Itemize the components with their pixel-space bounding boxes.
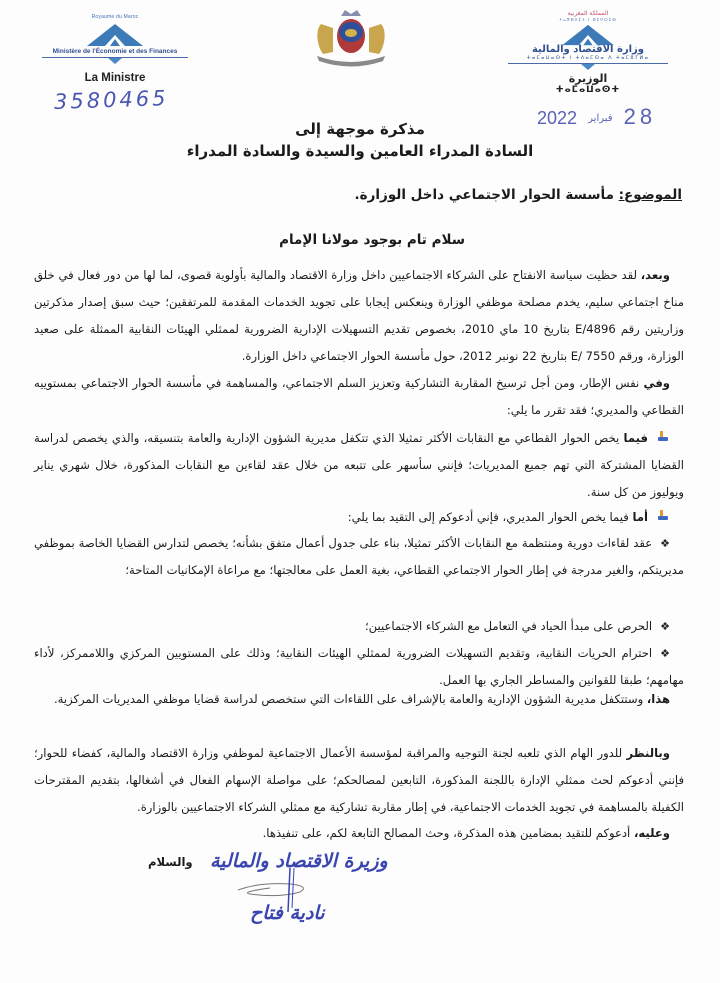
sub-bullet-neutrality xyxy=(34,613,684,640)
date-year: 2022 xyxy=(537,108,578,128)
sub-bullet-regular-meetings xyxy=(34,530,684,584)
signature-minister-name: نادية فتاح xyxy=(250,902,325,924)
memo-addressees: السادة المدراء العامين والسيدة والسادة المدراء xyxy=(186,142,534,160)
paragraph-steering-committee xyxy=(34,740,684,821)
bullet-directorate-dialogue xyxy=(34,504,684,531)
paragraph-conclusion xyxy=(34,820,684,847)
paragraph-text: نفس الإطار، ومن أجل ترسيخ المقاربة التشاركية وتعزيز السلم الاجتماعي، والمساهمة في مأسسة الحوار الاجتماعي بمستوييه القطاعي والمديري؛ فقد تقرر ما يلي: xyxy=(34,376,684,417)
memo-title: مذكرة موجهة إلى xyxy=(295,120,425,138)
date-month: فبراير xyxy=(588,113,613,124)
memo-greeting: سلام تام بوجود مولانا الإمام xyxy=(279,232,465,248)
ministry-logo-icon xyxy=(558,24,618,46)
signature-stamp-ministry: وزيرة الاقتصاد والمالية xyxy=(210,850,388,872)
bullet-sectoral-dialogue xyxy=(34,425,684,506)
sub-bullet-text: الحرص على مبدأ الحياد في التعامل مع الشركاء الاجتماعيين؛ xyxy=(365,619,653,633)
ministry-name-ar: وزارة الاقتصاد والمالية xyxy=(531,44,645,55)
signature-stamp xyxy=(210,850,390,940)
paragraph-text: وستتكفل مديرية الشؤون الإدارية والعامة بالإشراف على اللقاءات التي ستخصص لدراسة قضايا موظفي المديريات المركزية. xyxy=(53,692,647,706)
closing-salutation: والسلام xyxy=(148,855,193,869)
diamond-bullet-icon: ❖ xyxy=(660,537,670,550)
bullet-text: فيما يخص الحوار المديري، فإني أدعوكم إلى التقيد بما يلي: xyxy=(347,510,633,524)
sub-bullet-text: احترام الحريات النقابية، وتقديم التسهيلات الضرورية لممثلي الهيئات النقابية؛ وذلك على المستويين المركزي واللاممركز، لأداء مهامهم؛ طبقا للقوانين والمساطر الجاري بها العمل. xyxy=(34,646,684,687)
kingdom-label-tifinagh: ⵜⴰⴳⵍⴷⵉⵜ ⵏ ⵍⵎⵖⵔⵉⴱ xyxy=(559,17,617,22)
letterhead-triangle-icon xyxy=(581,64,595,70)
subject-label: الموضوع: xyxy=(618,187,682,203)
paragraph-lead: وبعد، xyxy=(640,268,670,282)
paragraph-supervision xyxy=(34,686,684,713)
paragraph-text: لقد حظيت سياسة الانفتاح على الشركاء الاجتماعيين داخل وزارة الاقتصاد والمالية بأولوية قصوى، لما لها من دور فعال في خلق مناخ اجتماعي سليم، يخدم مصلحة موظفي الوزارة وينعكس إيجابا على تجويد الخدمات المقدمة للمرتفقين؛ حيث سبق إصدار مذكرتين وزاريتين رقم 4896/E بتاريخ 10 ماي 2010، بخصوص تقديم التسهيلات الإدارية الضرورية لممثلي الهيئات النقابية الممثلة على صعيد الوزارة، ورقم E/ 7550 بتاريخ 22 نونبر 2012، حول مأسسة الحوار الاجتماعي داخل الوزارة. xyxy=(34,268,684,363)
diamond-bullet-icon: ❖ xyxy=(660,620,670,633)
letterhead-french xyxy=(40,14,190,84)
memo-heading xyxy=(0,118,720,162)
paragraph-lead: وبالنظر xyxy=(626,746,670,760)
subject-text: مأسسة الحوار الاجتماعي داخل الوزارة. xyxy=(354,187,619,203)
paragraph-text: أدعوكم للتقيد بمضامين هذه المذكرة، وحث المصالح التابعة لكم، على تنفيذها. xyxy=(262,826,634,840)
minister-title-tifinagh: ⵜⴰⵎⴰⵡⴰⵙⵜ xyxy=(555,85,621,95)
handwritten-reference-number: 3580465 xyxy=(53,86,169,114)
bullet-lead: فيما xyxy=(623,431,648,445)
bullet-lead: أما xyxy=(632,510,648,524)
paragraph-framework xyxy=(34,370,684,424)
letterhead-triangle-icon xyxy=(108,58,122,64)
memo-subject xyxy=(355,187,682,203)
diamond-bullet-icon: ❖ xyxy=(660,647,670,660)
bullet-text: يخص الحوار القطاعي مع النقابات الأكثر تمثيلا الذي تتكفل مديرية الشؤون الإدارية والعامة بتنسيقه، والذي يخصص لدراسة القضايا المشتركة التي تهم جميع المديريات؛ فإنني سأسهر على تتبعه من خلال عقد لقاءين مع النقابات المذكورة، خلال شهري يناير ويوليوز من كل سنة. xyxy=(34,431,684,499)
arrow-bullet-icon xyxy=(658,510,670,522)
kingdom-label-ar: المملكة المغربية xyxy=(567,10,609,17)
kingdom-label: Royaume du Maroc xyxy=(91,14,139,20)
letterhead-arabic xyxy=(508,10,668,95)
paragraph-lead: وفي xyxy=(643,376,670,390)
moroccan-coat-of-arms-icon xyxy=(303,6,399,68)
sub-bullet-text: عقد لقاءات دورية ومنتظمة مع النقابات الأكثر تمثيلا، بناء على جدول أعمال متفق بشأنه؛ يخصص لتدارس القضايا الخاصة بموظفي مديريتكم، والغير مدرجة في إطار الحوار الاجتماعي القطاعي، بغية العمل على معالجتها؛ مع مراعاة الإمكانيات المتاحة؛ xyxy=(34,536,684,577)
ministry-logo-icon xyxy=(85,23,145,47)
minister-title-fr: La Ministre xyxy=(84,72,146,84)
paragraph-lead: هذا، xyxy=(646,692,670,706)
arrow-bullet-icon xyxy=(658,431,670,443)
ministry-name-fr: Ministère de l'Économie et des Finances xyxy=(52,48,178,55)
paragraph-lead: وعليه، xyxy=(633,826,670,840)
paragraph-intro xyxy=(34,262,684,370)
ministry-name-tifinagh: ⵜⴰⵎⴰⵡⴰⵙⵜ ⵏ ⵜⴷⴰⵎⵙⴰ ⴷ ⵜⴰⵎⵓⵢⵍⴰ xyxy=(526,55,650,61)
date-day: 28 xyxy=(623,104,657,129)
minister-title-ar: الوزيرة xyxy=(568,72,608,85)
paragraph-text: للدور الهام الذي تلعبه لجنة التوجيه والمراقبة لمؤسسة الأعمال الاجتماعية لموظفي وزارة الاقتصاد والمالية، كفضاء للحوار؛ فإنني أدعوكم لحث ممثلي الإدارة باللجنة المذكورة، التابعين لمصالحكم؛ على مواصلة الإسهام الفعال في أشغالها، بتقديم المقترحات الكفيلة بالمساهمة في تجويد الخدمات الاجتماعية، في إطار مقاربة تشاركية مع ممثلي الشركاء الاجتماعيين بالوزارة. xyxy=(34,746,684,814)
